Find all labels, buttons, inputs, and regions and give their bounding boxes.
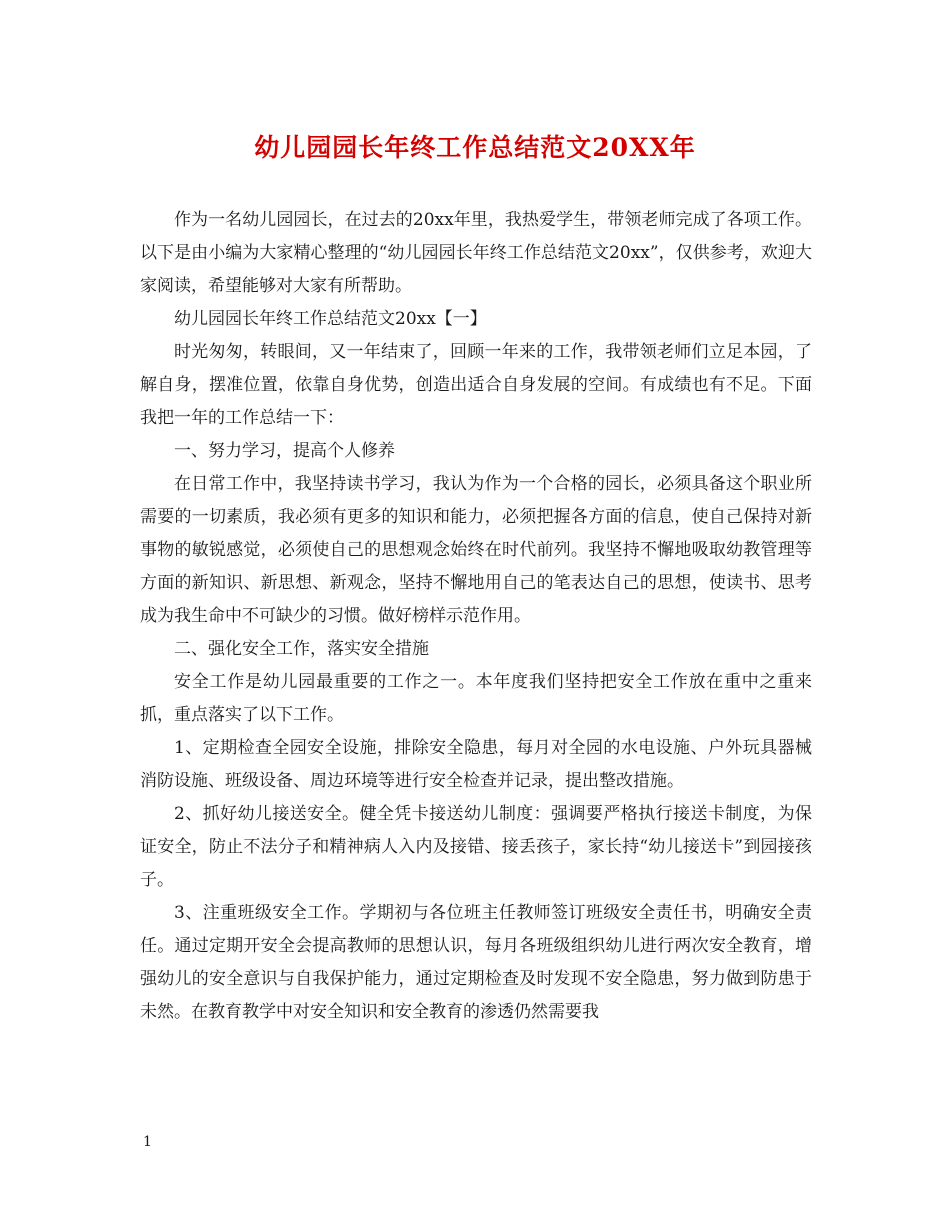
list-item: 3、注重班级安全工作。学期初与各位班主任教师签订班级安全责任书，明确安全责任。通过定期开安全会提高教师的思想认识，每月各班级组织幼儿进行两次安全教育，增强幼儿的安全意识与自我保护能力，通过定期检查及时发现不安全隐患，努力做到防患于未然。在教育教学中对安全知识和安全教育的渗透仍然需要我	[140, 903, 812, 1022]
section-heading: 幼儿园园长年终工作总结范文20xx【一】	[174, 309, 487, 329]
document-body	[140, 204, 812, 1029]
page-number: 1	[143, 1134, 152, 1150]
intro-paragraph: 作为一名幼儿园园长，在过去的20xx年里，我热爱学生，带领老师完成了各项工作。以下是由小编为大家精心整理的“幼儿园园长年终工作总结范文20xx”，仅供参考，欢迎大家阅读，希望能够对大家有所帮助。	[140, 210, 812, 296]
subsection-heading: 二、强化安全工作，落实安全措施	[174, 639, 429, 659]
body-paragraph: 安全工作是幼儿园最重要的工作之一。本年度我们坚持把安全工作放在重中之重来抓，重点落实了以下工作。	[140, 672, 812, 725]
subsection-heading: 一、努力学习，提高个人修养	[174, 441, 395, 461]
body-paragraph: 时光匆匆，转眼间，又一年结束了，回顾一年来的工作，我带领老师们立足本园，了解自身，摆准位置，依靠自身优势，创造出适合自身发展的空间。有成绩也有不足。下面我把一年的工作总结一下：	[140, 342, 812, 428]
body-paragraph: 在日常工作中，我坚持读书学习，我认为作为一个合格的园长，必须具备这个职业所需要的一切素质，我必须有更多的知识和能力，必须把握各方面的信息，使自己保持对新事物的敏锐感觉，必须使自己的思想观念始终在时代前列。我坚持不懈地吸取幼教管理等方面的新知识、新思想、新观念，坚持不懈地用自己的笔表达自己的思想，使读书、思考成为我生命中不可缺少的习惯。做好榜样示范作用。	[140, 474, 812, 626]
list-item: 1、定期检查全园安全设施，排除安全隐患，每月对全园的水电设施、户外玩具器械消防设施、班级设备、周边环境等进行安全检查并记录，提出整改措施。	[140, 738, 812, 791]
document-title: 幼儿园园长年终工作总结范文20XX年	[254, 133, 696, 162]
list-item: 2、抓好幼儿接送安全。健全凭卡接送幼儿制度：强调要严格执行接送卡制度，为保证安全，防止不法分子和精神病人入内及接错、接丢孩子，家长持“幼儿接送卡”到园接孩子。	[140, 804, 812, 890]
